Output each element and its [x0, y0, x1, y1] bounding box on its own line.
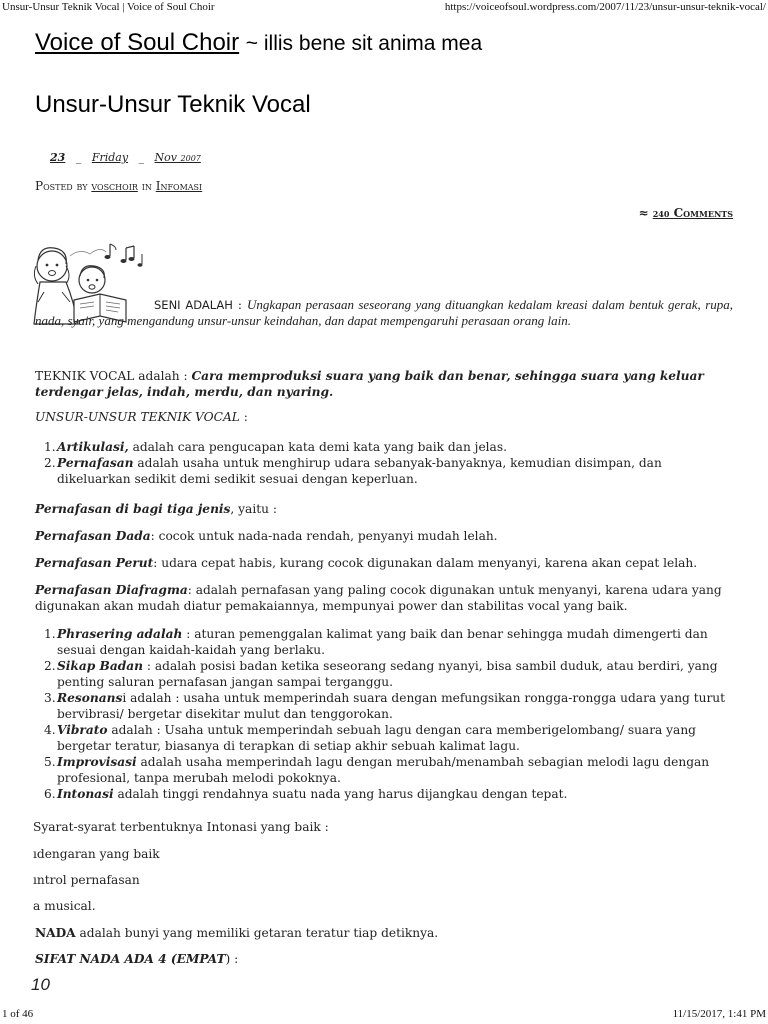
unsur-list [35, 439, 733, 487]
list-item-term: Resonans [57, 691, 123, 705]
perut-text: : udara cepat habis, kurang cocok digunakan dalam menyanyi, karena akan cepat lelah. [153, 556, 698, 570]
list-item-number: 1. [44, 440, 56, 454]
comments-icon: ≈ [638, 206, 649, 220]
list-item-number: 4. [44, 723, 56, 737]
site-tagline: ~ illis bene sit anima mea [245, 32, 483, 55]
author-link[interactable]: voschoir [91, 179, 138, 193]
comments-label: Comments [673, 206, 733, 220]
date-year: 2007 [180, 154, 201, 163]
comments-link-wrap [638, 206, 733, 220]
list-item [35, 658, 733, 690]
seni-colon: : [232, 298, 248, 312]
list-item-number: 2. [44, 659, 56, 673]
cut-line: a musical. [33, 899, 96, 913]
list-item-term: Intonasi [57, 787, 114, 801]
list-item-term: Phrasering adalah [57, 627, 183, 641]
list-item-text: adalah : Usaha untuk memperindah sebuah lagu dengan cara memberigelombang/ suara yang bergetar teratur, biasanya di terapkan di setiap akhir sebuah kalimat lagu. [57, 723, 696, 753]
list-item-text: adalah cara pengucapan kata demi kata yang baik dan jelas. [128, 440, 507, 454]
list-item-term: Sikap Badan [57, 659, 144, 673]
in-label: in [141, 179, 152, 193]
list-item-term: Vibrato [57, 723, 108, 737]
list-item-number: 5. [44, 755, 56, 769]
cut-line: ıntrol pernafasan [33, 873, 140, 887]
list-item-number: 2. [44, 456, 56, 470]
teknik-paragraph [35, 368, 733, 400]
dada-text: : cocok untuk nada-nada rendah, penyanyi mudah lelah. [150, 529, 498, 543]
list-item-text: i adalah : usaha untuk memperindah suara dengan mefungsikan rongga-rongga udara yang turut bervibrasi/ bergetar disekitar mulut dan tenggorokan. [57, 691, 726, 721]
list-item [35, 786, 733, 802]
list-item [35, 626, 733, 658]
syarat-paragraph: Syarat-syarat terbentuknya Intonasi yang baik : [33, 820, 329, 834]
list-item [35, 439, 733, 455]
date-month: Nov [154, 151, 178, 164]
sifat-term: SIFAT NADA ADA 4 (EMPAT [35, 952, 226, 966]
list-item [35, 690, 733, 722]
pernafasan-suffix: , yaitu : [230, 502, 277, 516]
list-item-text: : aturan pemenggalan kalimat yang baik dan benar sehingga mudah dimengerti dan sesuai dengan kaidah-kaidah yang berlaku. [57, 627, 708, 657]
list-item-number: 1. [44, 627, 56, 641]
dada-paragraph [35, 528, 733, 544]
print-footer-timestamp: 11/15/2017, 1:41 PM [672, 1008, 766, 1020]
list-item-text: : adalah posisi badan ketika seseorang sedang nyanyi, bisa sambil duduk, atau berdiri, yang penting saluran pernafasan jangan sampai terganggu. [57, 659, 718, 689]
unsur-heading [35, 409, 733, 425]
nada-term: NADA [35, 926, 76, 940]
technique-list [35, 626, 733, 802]
sifat-text: ) : [225, 952, 239, 966]
date-day-link[interactable]: 23 [50, 151, 66, 164]
seni-paragraph [35, 297, 733, 329]
post-byline [35, 179, 202, 193]
teknik-mid: adalah : [134, 369, 192, 383]
list-item [35, 722, 733, 754]
date-month-link[interactable] [155, 151, 201, 164]
dada-term: Pernafasan Dada [35, 529, 151, 543]
post-date [50, 151, 201, 164]
list-item [35, 754, 733, 786]
cut-line: ıdengaran yang baik [33, 847, 160, 861]
perut-term: Pernafasan Perut [35, 556, 154, 570]
diafragma-term: Pernafasan Diafragma [35, 583, 188, 597]
list-item-term: Artikulasi, [57, 440, 129, 454]
site-title-link[interactable]: Voice of Soul Choir [35, 29, 240, 56]
diafragma-text: : adalah pernafasan yang paling cocok digunakan untuk menyanyi, karena udara yang digunakan akan mudah diatur pemakaiannya, mempunyai power dan stabilitas vocal yang baik. [35, 583, 722, 613]
comments-link[interactable] [653, 206, 733, 220]
print-header-title: Unsur-Unsur Teknik Vocal | Voice of Soul Choir [2, 1, 215, 13]
list-item-text: adalah usaha untuk menghirup udara sebanyak-banyaknya, kemudian disimpan, dan dikeluarkan sedikit demi sedikit sesuai dengan keperluan. [57, 456, 662, 486]
teknik-text: Cara memproduksi suara yang baik dan benar, sehingga suara yang keluar terdengar jelas, indah, merdu, dan nyaring. [35, 369, 704, 399]
list-item-term: Pernafasan [57, 456, 134, 470]
posted-by-label: Posted by [35, 179, 88, 193]
diafragma-paragraph [35, 582, 733, 614]
pernafasan-heading-text: Pernafasan di bagi tiga jenis [35, 502, 231, 516]
list-item-number: 6. [44, 787, 56, 801]
nada-paragraph [35, 925, 733, 941]
post-title: Unsur-Unsur Teknik Vocal [35, 91, 311, 118]
list-item-text: adalah tinggi rendahnya suatu nada yang harus dijangkau dengan tepat. [113, 787, 568, 801]
seni-text: Ungkapan perasaan seseorang yang dituangkan kedalam kreasi dalam bentuk gerak, rupa, nada, syair, yang mengandung unsur-unsur keindahan, dan dapat mempengaruhi perasaan orang lain. [35, 297, 733, 328]
seni-label: SENI ADALAH [154, 298, 233, 312]
sifat-paragraph [35, 951, 733, 967]
perut-paragraph [35, 555, 733, 571]
teknik-label: TEKNIK VOCAL [35, 369, 135, 383]
pernafasan-heading [35, 501, 733, 517]
list-item [35, 455, 733, 487]
print-footer-page: 1 of 46 [2, 1008, 34, 1020]
page-marker: 10 [31, 975, 50, 994]
site-header [35, 29, 482, 57]
unsur-heading-text: UNSUR-UNSUR TEKNIK VOCAL [35, 410, 240, 424]
date-sep: _ [75, 151, 82, 164]
comments-count: 240 [652, 209, 670, 219]
date-sep: _ [138, 151, 145, 164]
list-item-number: 3. [44, 691, 56, 705]
category-link[interactable]: Infomasi [155, 179, 203, 193]
print-header-url: https://voiceofsoul.wordpress.com/2007/11/23/unsur-unsur-teknik-vocal/ [444, 1, 766, 13]
date-weekday-link[interactable]: Friday [91, 151, 129, 164]
unsur-colon: : [239, 410, 248, 424]
list-item-text: adalah usaha memperindah lagu dengan merubah/menambah sebagian melodi lagu dengan profesional, tanpa merubah melodi pokoknya. [57, 755, 710, 785]
nada-text: adalah bunyi yang memiliki getaran teratur tiap detiknya. [75, 926, 439, 940]
list-item-term: Improvisasi [57, 755, 137, 769]
